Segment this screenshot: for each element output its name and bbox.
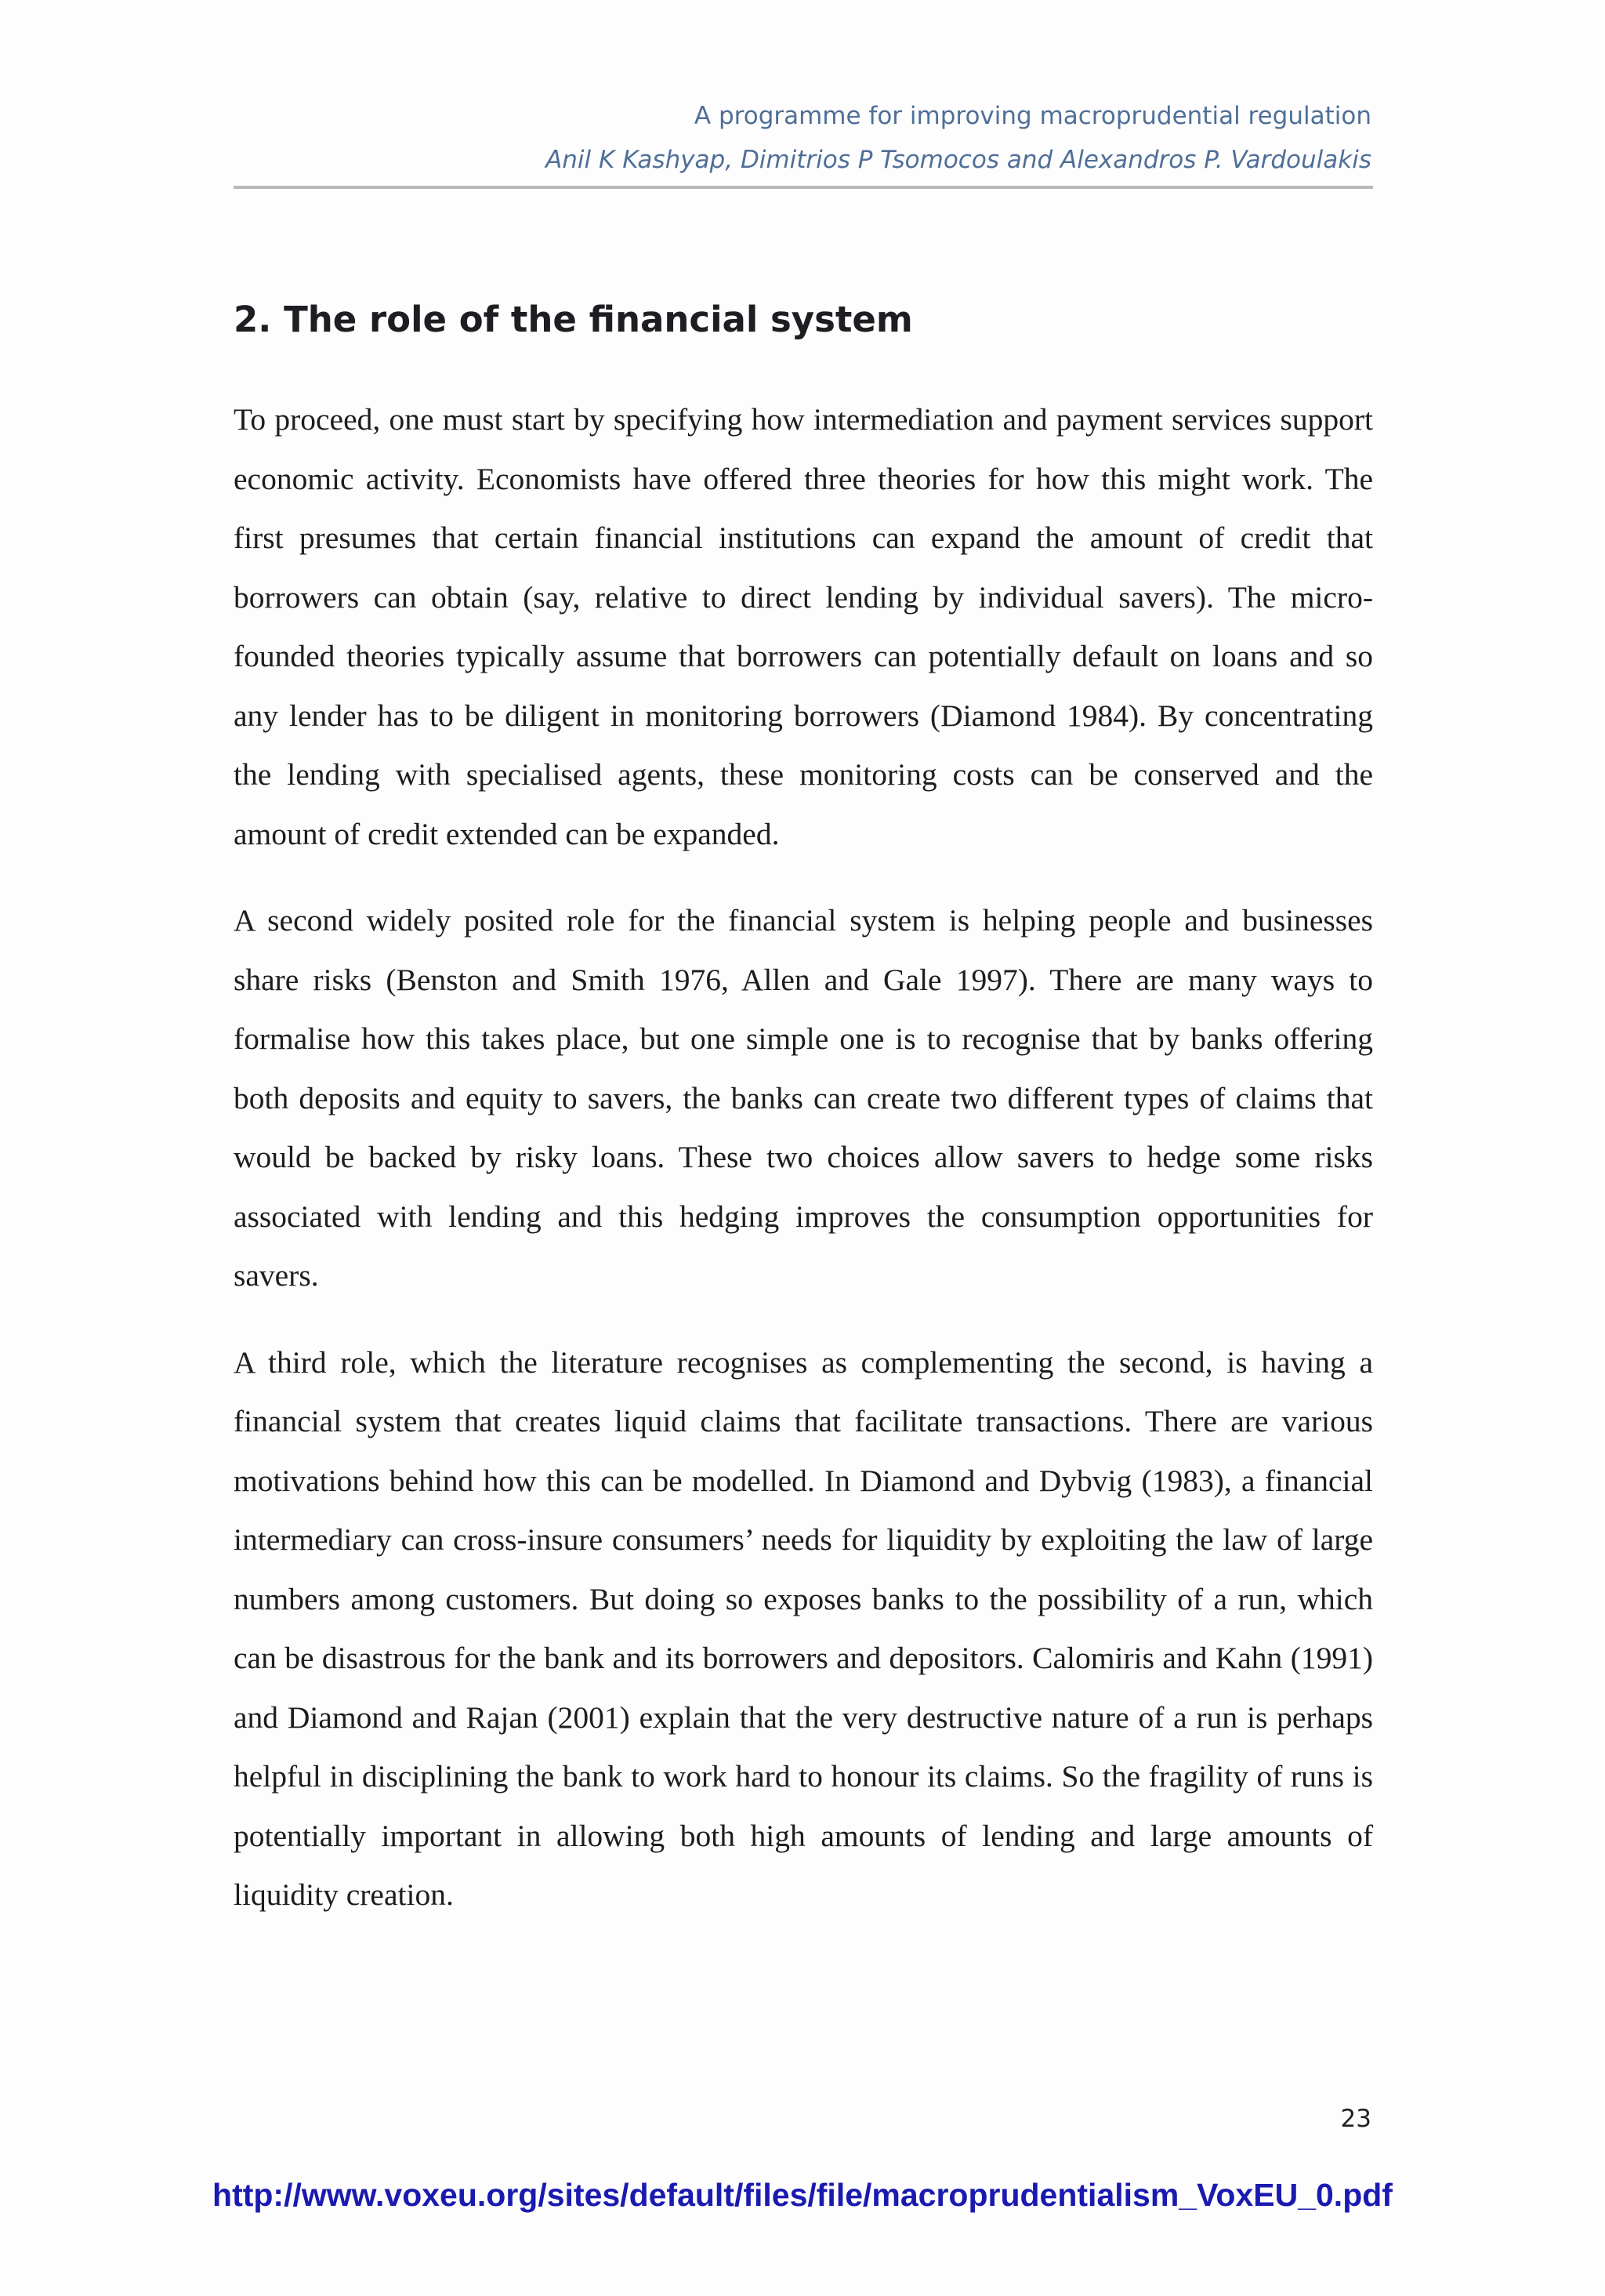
paragraph: A third role, which the literature recognises as complementing the second, is having a financial system that creates liquid claims that facilitate transactions. There are various motivations behind how this can be modelled. In Diamond and Dybvig (1983), a financial intermediary can cross-insure consumers’ needs for liquidity by exploiting the law of large numbers among customers. But doing so exposes banks to the possibility of a run, which can be disastrous for the bank and its borrowers and depositors. Calomiris and Kahn (1991) and Diamond and Rajan (2001) explain that the very destructive nature of a run is perhaps helpful in disciplining the bank to work hard to honour its claims. So the fragility of runs is potentially important in allowing both high amounts of lending and large amounts of liquidity creation. bbox=[234, 1344, 1373, 1912]
header-divider bbox=[234, 186, 1373, 189]
body-text bbox=[234, 390, 1373, 1953]
header-authors: Anil K Kashyap, Dimitrios P Tsomocos and Alexandros P. Vardoulakis bbox=[545, 146, 1371, 174]
paragraph: To proceed, one must start by specifying how intermediation and payment services support economic activity. Economists have offered three theories for how this might work. The first presumes that certain financial institutions can expand the amount of credit that borrowers can obtain (say, relative to direct lending by individual savers). The micro-founded theories typically assume that borrowers can potentially default on loans and so any lender has to be diligent in monitoring borrowers (Diamond 1984). By concentrating the lending with specialised agents, these monitoring costs can be conserved and the amount of credit extended can be expanded. bbox=[234, 402, 1373, 851]
header-title: A programme for improving macroprudential regulation bbox=[694, 102, 1371, 130]
page-number: 23 bbox=[1340, 2105, 1371, 2133]
section-title: 2. The role of the financial system bbox=[234, 299, 913, 340]
source-url-link[interactable]: http://www.voxeu.org/sites/default/files/file/macroprudentialism_VoxEU_0.pdf bbox=[212, 2177, 1393, 2213]
running-header bbox=[227, 94, 1371, 182]
paragraph: A second widely posited role for the financial system is helping people and businesses share risks (Benston and Smith 1976, Allen and Gale 1997). There are many ways to formalise how this takes place, but one simple one is to recognise that by banks offering both deposits and equity to savers, the banks can create two different types of claims that would be backed by risky loans. These two choices allow savers to hedge some risks associated with lending and this hedging improves the consumption opportunities for savers. bbox=[234, 903, 1373, 1293]
